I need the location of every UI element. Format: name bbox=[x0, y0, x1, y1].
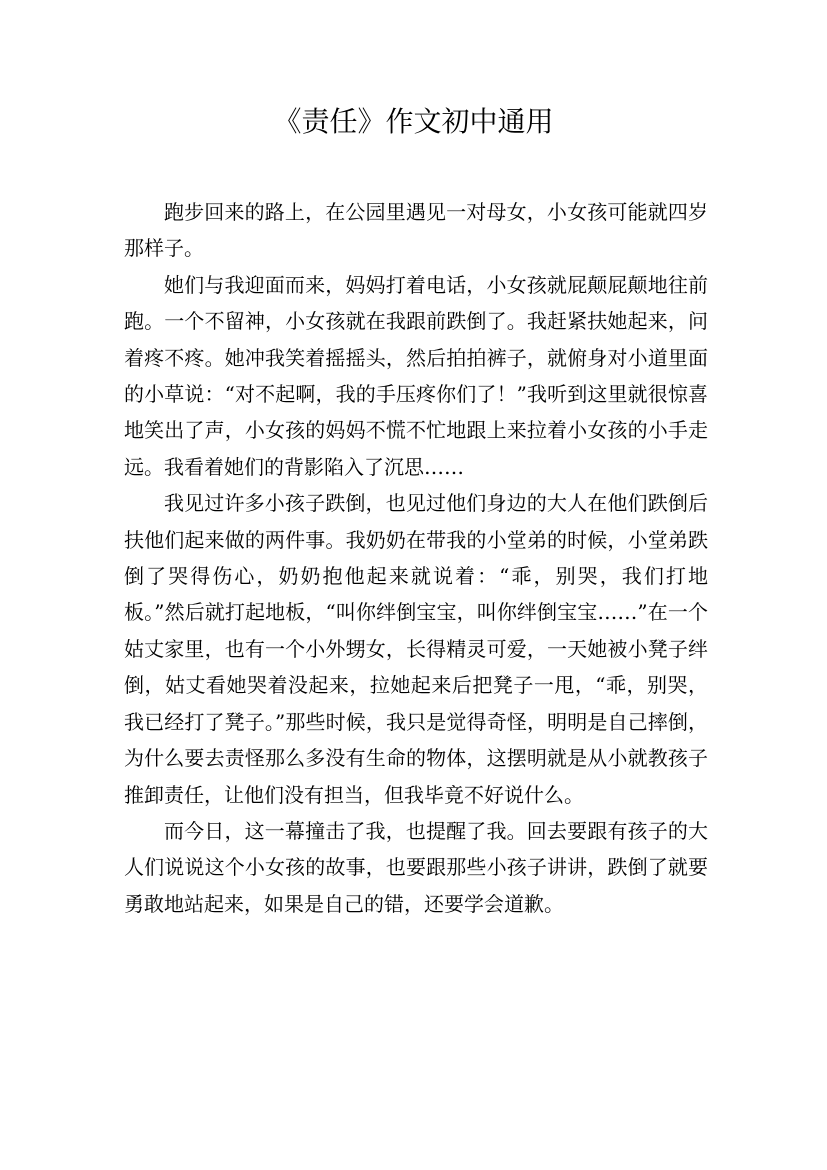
document-title: 《责任》作文初中通用 bbox=[273, 105, 554, 138]
document-body bbox=[124, 194, 708, 922]
paragraph-3: 我见过许多小孩子跌倒，也见过他们身边的大人在他们跌倒后扶他们起来做的两件事。我奶奶在带我的小堂弟的时候，小堂弟跌倒了哭得伤心，奶奶抱他起来就说着：“乖，别哭，我们打地板。”然后就打起地板，“叫你绊倒宝宝，叫你绊倒宝宝……”在一个姑丈家里，也有一个小外甥女，长得精灵可爱，一天她被小凳子绊倒，姑丈看她哭着没起来，拉她起来后把凳子一甩，“乖，别哭，我已经打了凳子。”那些时候，我只是觉得奇怪，明明是自己摔倒，为什么要去责怪那么多没有生命的物体，这摆明就是从小就教孩子推卸责任，让他们没有担当，但我毕竟不好说什么。 bbox=[124, 491, 708, 807]
paragraph-4: 而今日，这一幕撞击了我，也提醒了我。回去要跟有孩子的大人们说说这个小女孩的故事，也要跟那些小孩子讲讲，跌倒了就要勇敢地站起来，如果是自己的错，还要学会道歉。 bbox=[124, 818, 708, 916]
paragraph-2: 她们与我迎面而来，妈妈打着电话，小女孩就屁颠屁颠地往前跑。一个不留神，小女孩就在我跟前跌倒了。我赶紧扶她起来，问着疼不疼。她冲我笑着摇摇头，然后拍拍裤子，就俯身对小道里面的小草说：“对不起啊，我的手压疼你们了！”我听到这里就很惊喜地笑出了声，小女孩的妈妈不慌不忙地跟上来拉着小女孩的小手走远。我看着她们的背影陷入了沉思…… bbox=[124, 272, 708, 479]
paragraph-1: 跑步回来的路上，在公园里遇见一对母女，小女孩可能就四岁那样子。 bbox=[124, 200, 708, 261]
